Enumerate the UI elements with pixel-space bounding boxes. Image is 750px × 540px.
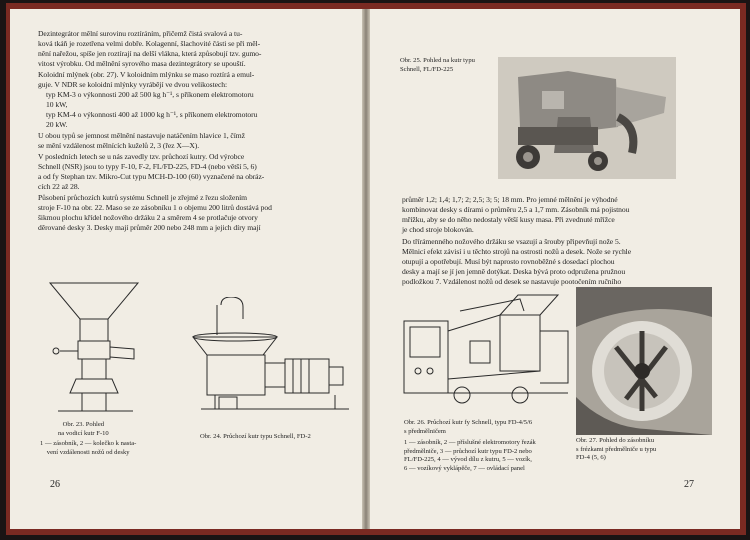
paragraph-schnell: Působení průchozích kutrů systému Schnell je zřejmé z řezu složením stroje F-10 na obr. 22. Maso se ze zásobníku 1 o objemu 200 litrů dostává pod šikmou plochu křídel nožového držáku 2 a směrem 4 se protlačuje otvory děrované desky 3. Desky mají průměr 200 nebo 248 mm a jejich díry mají: [38, 193, 272, 233]
figure-27-caption: Obr. 27. Pohled do zásobníku s frézkami předmělniče u typu FD-4 (5, 6): [576, 437, 657, 462]
figure-26-drawing: [400, 291, 572, 409]
paragraph-dezintegrator: Dezintegrátor mělní surovinu roztíráním, přičemž čistá svalová a tu- ková tkáň je rozetřena velmi dobře. Kolagenní, šlachovité části se při měl- nění nařežou, spíše jen roztírají na delší vlákna, která způsobují tzv. gumo- vitost výrobku. Od mělnění syrového masa dezintegrátory se upouští.: [38, 29, 262, 69]
figure-24-drawing: [185, 297, 357, 422]
list-mlynek-types: typ KM-3 o výkonnosti 200 až 500 kg h⁻¹, s příkonem elektromotoru 10 kW, typ KM-4 o výkonnosti 400 až 1000 kg h⁻¹, s příkonem elektromotoru 20 kW.: [46, 90, 258, 130]
figure-24-caption: Obr. 24. Průchozí kutr typu Schnell, FD-2: [200, 433, 311, 440]
page-number-right: 27: [684, 479, 694, 490]
page-number-left: 26: [50, 479, 60, 490]
figure-25-caption: Obr. 25. Pohled na kutr typu Schnell, FL/FD-225: [400, 57, 475, 73]
figure-23-legend: 1 — zásobník, 2 — kolečko k nasta- vení vzdálenosti nožů od desky: [40, 440, 137, 456]
paragraph-prumer: průměr 1,2; 1,4; 1,7; 2; 2,5; 3; 5; 18 mm. Pro jemné mělnění je výhodné kombinovat desky s dírami o průměru 2,5 a 1,7 mm. Zásobník má pojistnou mřížku, aby se do něho nedostaly větší kusy masa. Při zvednuté mřížce je chod stroje blokován.: [402, 195, 630, 235]
figure-23-drawing: [38, 271, 156, 421]
figure-26-caption: Obr. 26. Průchozí kutr fy Schnell, typu FD-4/5/6 s předmělničem: [404, 419, 533, 435]
paragraph-noze: Do třírámenného nožového držáku se vsazují a šrouby připevňují nože 5. Mělnicí efekt závisí i u těchto strojů na ostrosti nožů a desek. Nože se rychle otupují a opotřebují. Musí být naprosto rovnoběžné s dosedací plochou desky a mají se jí jen jemně dotýkat. Deska bývá proto odpružena pružnou podložkou 7. Vzdálenost nožů od desek se nastavuje pootočením ručního: [402, 237, 632, 287]
figure-23-caption: Obr. 23. Pohled na vodicí kutr F-10: [58, 421, 109, 437]
book-gutter: [362, 9, 370, 529]
figure-25-photo: [498, 57, 676, 179]
figure-27-photo: [576, 287, 712, 435]
paragraph-pruchozi-kutry: V posledních letech se u nás zavedly tzv. průchozí kutry. Od výrobce Schnell (NSR) jsou to typy F-10, F-2, FL/FD-225, FD-4 (nebo větší 5, 6) a od fy Stephan tzv. Mikro-Cut typu MCH-D-100 (60) vyznačené na obráz- cích 22 až 28.: [38, 152, 265, 192]
paragraph-jemnost: U obou typů se jemnost mělnění nastavuje natáčením hlavice 1, čímž se mění vzdálenost mělnících kuželů 2, 3 (řez X—X).: [38, 131, 245, 151]
book-spread: [6, 3, 746, 535]
paragraph-koloidni-mlynek: Koloidní mlýnek (obr. 27). V koloidním mlýnku se maso roztírá a emul- guje. V NDR se koloidní mlýnky vyrábějí ve dvou velikostech:: [38, 70, 255, 90]
right-page: [370, 9, 740, 529]
left-page: [10, 9, 362, 529]
figure-26-legend: 1 — zásobník, 2 — příslušné elektromotory řezák předmělniče, 3 — průchozí kutr typu FD-2 nebo FL/FD-225, 4 — vývod dílu z kutru, 5 — vozík, 6 — vozíkový vyklápěče, 7 — ovládací panel: [404, 439, 536, 472]
